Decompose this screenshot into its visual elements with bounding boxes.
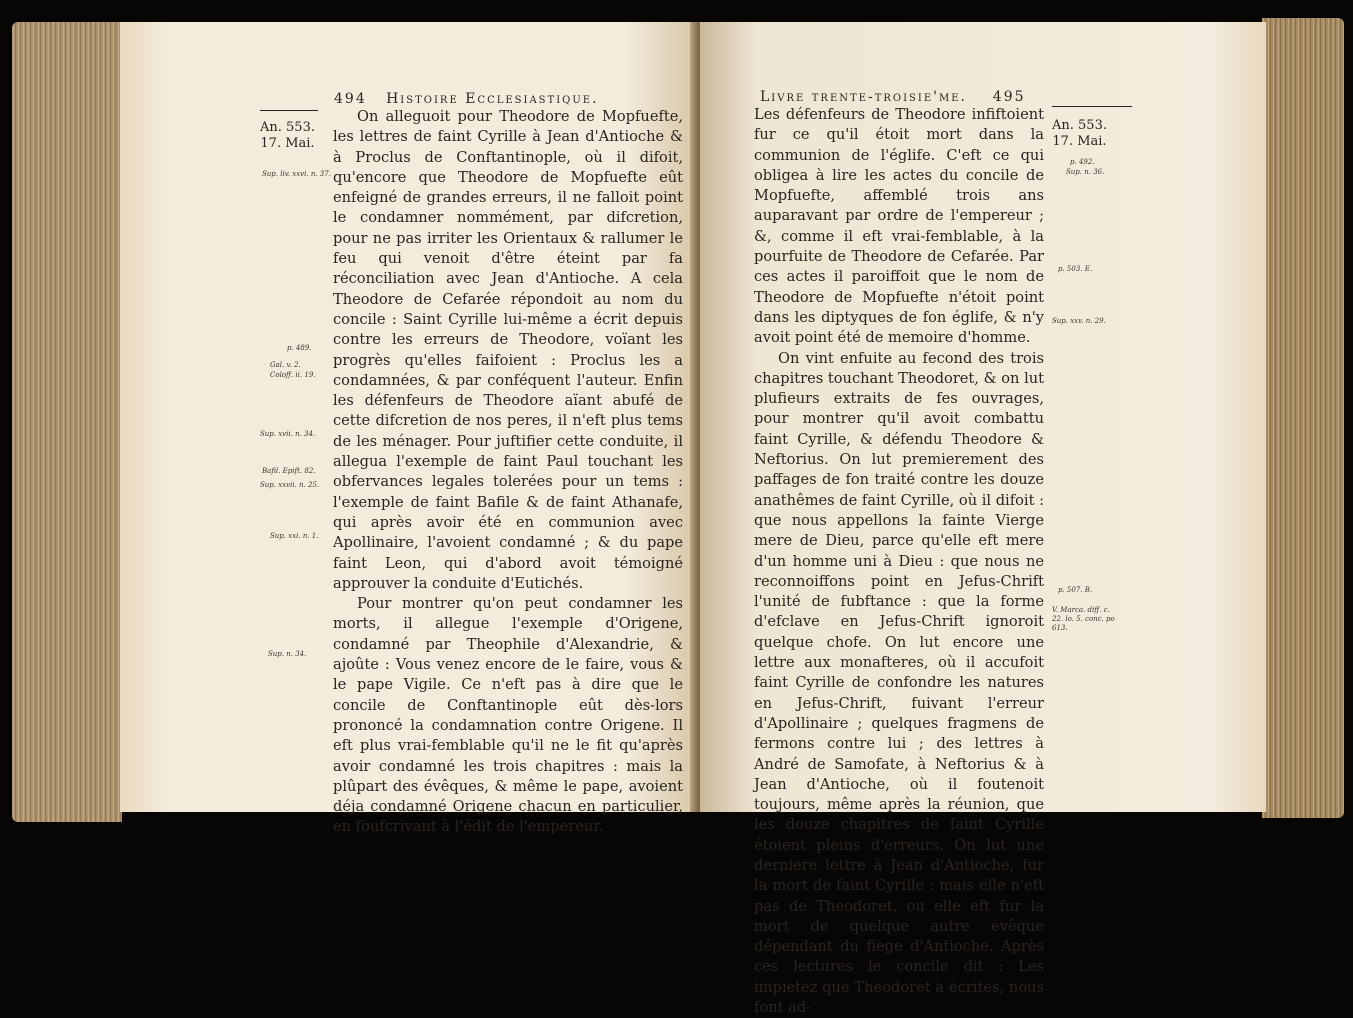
margin-note: 613.	[1052, 624, 1068, 632]
margin-note: Gal. v. 2.	[270, 361, 301, 369]
margin-note: p. 503. E.	[1058, 265, 1093, 273]
right-running-header	[760, 89, 1026, 105]
margin-note: p. 507. B.	[1058, 586, 1093, 594]
right-page-edges	[1262, 18, 1344, 818]
left-running-head: Histoire Ecclesiastique.	[386, 91, 599, 107]
right-body-text	[754, 105, 1044, 1018]
margin-note: Sup. xxvii. n. 25.	[260, 481, 320, 489]
right-running-head: Livre trente-troisie'me.	[760, 89, 967, 105]
paragraph: Les défenfeurs de Theodore infiftoient fur ce qu'il étoit mort dans la communion de l'églife. C'eft ce qui obligea à lire les actes du concile de Mopfuefte, affemblé trois ans auparavant par ordre de l'empereur ; &, comme il eft vrai-femblable, à la pourfuite de Theodore de Cefarée. Par ces actes il paroiffoit que le nom de Theodore de Mopfuefte n'étoit point dans les diptyques de fon églife, & n'y avoit point été de memoire d'homme.	[754, 106, 1044, 347]
left-page	[120, 22, 695, 836]
left-body-text	[333, 107, 683, 838]
paragraph: On vint enfuite au fecond des trois chapitres touchant Theodoret, & on lut plufieurs extraits de fes ouvrages, pour montrer qu'il avoit combattu faint Cyrille, & défendu Theodore & Neftorius. On lut premierement des paffages de fon traité contre les douze anathêmes de faint Cyrille, où il difoit : que nous appellons la fainte Vierge mere de Dieu, parce qu'elle eft mere d'un homme uni à Dieu : que nous ne reconnoiffons point en Jefus-Chrift l'unité de fubftance : que la forme d'efclave en Jefus-Chrift ignoroit quelque chofe. On lut encore une lettre aux monafteres, où il accufoit faint Cyrille de confondre les natures en Jefus-Chrift, fuivant l'erreur d'Apollinaire ; quelques fragmens de fermons contre lui ; des lettres à André de Samofate, à Neftorius & à Jean d'Antioche, où il foutenoit toujours, même après la réunion, que les douze chapitres de faint Cyrille étoient pleins d'erreurs. On lut une derniere lettre à Jean d'Antioche, fur la mort de faint Cyrille : mais elle n'eft pas de Theodoret, ou elle eft fur la mort de quelque autre évêque dépendant du fiege d'Antioche. Après ces lectures le concile dit : Les impietez que Theodoret à écrites, nous font ad-	[754, 349, 1044, 1017]
margin-note: Sup. liv. xxvi. n. 37.	[262, 170, 331, 178]
right-page	[700, 22, 1266, 1017]
margin-rule	[260, 110, 318, 111]
left-page-number: 494	[334, 91, 367, 107]
margin-rule	[1052, 106, 1132, 107]
margin-note: p. 489.	[287, 344, 312, 352]
margin-note: Bafil. Epift. 82.	[262, 467, 316, 475]
margin-note: p. 492.	[1070, 158, 1095, 166]
paragraph: Pour montrer qu'on peut condamner les morts, il allegue l'exemple d'Origene, condamné par Theophile d'Alexandrie, & ajoûte : Vous venez encore de le faire, vous & le pape Vigile. Ce n'eft pas à dire que le concile de Conftantinople eût dès-lors prononcé la condamnation contre Origene. Il eft plus vrai-femblable qu'il ne le fit qu'après avoir condamné les trois chapitres : mais la plûpart des évêques, & même le pape, avoient déja condamné Origene chacun en particulier, en foufcrivant à l'édit de l'empereur.	[333, 595, 683, 836]
margin-note: 22. lo. 5. conc. po	[1052, 615, 1115, 623]
margin-note: Sup. xxi. n. 1.	[270, 532, 319, 540]
paragraph: On alleguoit pour Theodore de Mopfuefte, les lettres de faint Cyrille à Jean d'Antioche & à Proclus de Conftantinople, où il difoit, qu'encore que Theodore de Mopfuefte eût enfeigné de grandes erreurs, il ne falloit point le condamner nommément, par difcretion, pour ne pas irriter les Orientaux & rallumer le feu qui venoit d'être éteint par fa réconciliation avec Jean d'Antioche. A cela Theodore de Cefarée répondoit au nom du concile : Saint Cyrille lui-même a écrit depuis contre les erreurs de Theodore, voïant les progrès qu'elles faifoient : Proclus les a condamnées, & par conféquent l'auteur. Enfin les défenfeurs de Theodore aïant abufé de cette difcretion de nos peres, il n'eft plus tems de les ménager. Pour juftifier cette conduite, il allegua l'exemple de faint Paul touchant les obfervances legales tolerées pour un tems : l'exemple de faint Bafile & de faint Athanafe, qui après avoir été en communion avec Apollinaire, l'avoient condamné ; & du pape faint Leon, qui d'abord avoit témoigné approuver la conduite d'Eutichés.	[333, 108, 683, 592]
margin-note: V. Marca. diff. c.	[1052, 606, 1110, 614]
margin-note: Sup. n. 34.	[268, 650, 307, 658]
left-margin-date: An. 553. 17. Mai.	[260, 120, 315, 151]
margin-note: Coloff. ii. 19.	[270, 371, 316, 379]
margin-note: Sup. xvii. n. 34.	[260, 430, 316, 438]
right-margin-date: An. 553. 17. Mai.	[1052, 118, 1107, 149]
left-page-edges	[12, 22, 122, 822]
margin-note: Sup. n. 36.	[1066, 168, 1105, 176]
left-running-header	[334, 91, 599, 107]
right-page-number: 495	[992, 89, 1026, 105]
margin-note: Sup. xxv. n. 29.	[1052, 317, 1106, 325]
